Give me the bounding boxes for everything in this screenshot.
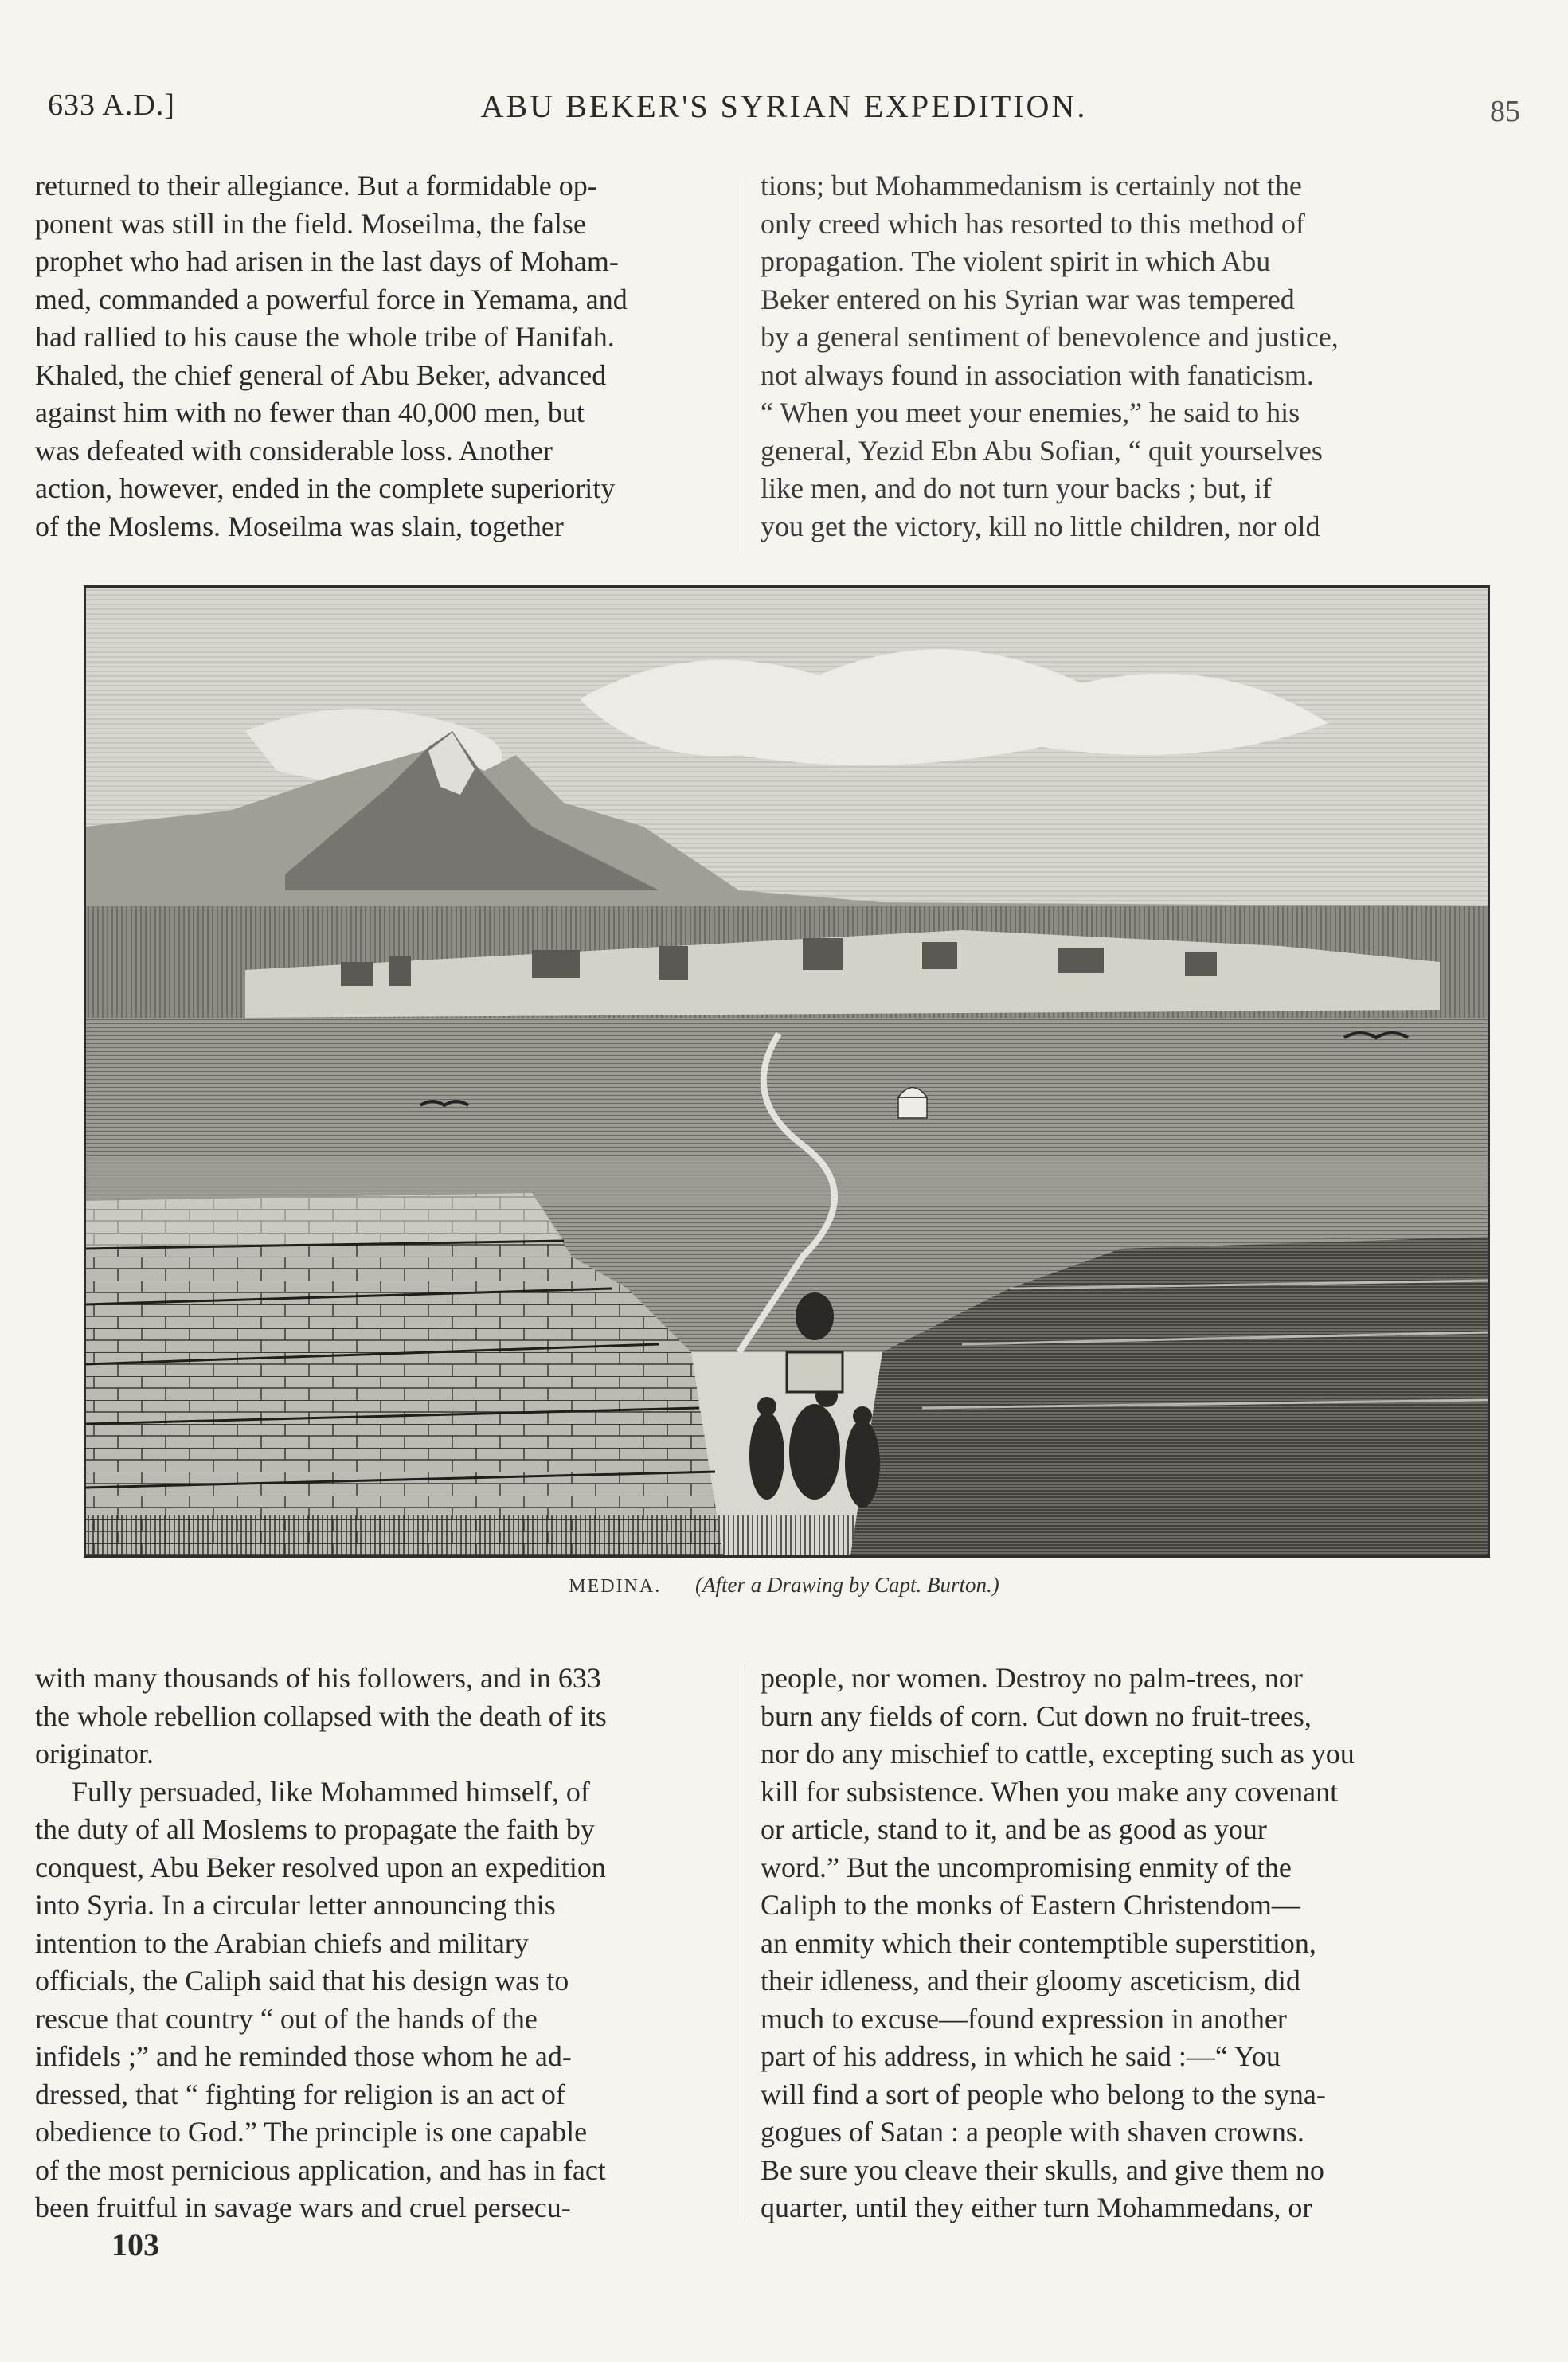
- text-line: conquest, Abu Beker resolved upon an expedition: [35, 1851, 606, 1883]
- text-line: people, nor women. Destroy no palm-trees, nor: [761, 1662, 1303, 1694]
- text-line: by a general sentiment of benevolence and justice,: [761, 321, 1339, 353]
- text-line: will find a sort of people who belong to the syna-: [761, 2078, 1326, 2110]
- text-line: was defeated with considerable loss. Another: [35, 434, 553, 467]
- text-line: not always found in association with fanaticism.: [761, 358, 1314, 391]
- text-line: dressed, that “ fighting for religion is an act of: [35, 2078, 565, 2110]
- text-line: their idleness, and their gloomy asceticism, did: [761, 1965, 1300, 1996]
- text-line: med, commanded a powerful force in Yemama, and: [35, 283, 628, 315]
- text-column-bottom-left: [35, 1660, 736, 2227]
- running-header: [48, 88, 1520, 135]
- text-line: Beker entered on his Syrian war was tempered: [761, 283, 1295, 315]
- text-line: rescue that country “ out of the hands of the: [35, 2002, 538, 2035]
- text-line: gogues of Satan : a people with shaven crowns.: [761, 2116, 1304, 2148]
- header-title: ABU BEKER'S SYRIAN EXPEDITION.: [480, 88, 1088, 124]
- text-line: obedience to God.” The principle is one capable: [35, 2116, 588, 2148]
- text-line: had rallied to his cause the whole tribe of Hanifah.: [35, 321, 615, 353]
- caption-title: MEDINA.: [569, 1576, 662, 1597]
- text-line: intention to the Arabian chiefs and military: [35, 1926, 529, 1959]
- text-line: kill for subsistence. When you make any covenant: [761, 1775, 1339, 1808]
- text-line: nor do any mischief to cattle, excepting such as you: [761, 1738, 1355, 1770]
- text-line: with many thousands of his followers, and in 633: [35, 1662, 601, 1694]
- text-column-top-right: [761, 167, 1447, 546]
- text-line: part of his address, in which he said :—“ You: [761, 2040, 1281, 2072]
- text-line: ponent was still in the field. Moseilma, the false: [35, 207, 586, 240]
- header-date: 633 A.D.]: [48, 88, 175, 122]
- text-line: of the Moslems. Moseilma was slain, together: [35, 510, 564, 542]
- text-line: Fully persuaded, like Mohammed himself, of: [72, 1775, 590, 1808]
- text-line: only creed which has resorted to this method of: [761, 207, 1305, 240]
- text-line: the whole rebellion collapsed with the death of its: [35, 1699, 607, 1732]
- text-line: “ When you meet your enemies,” he said to his: [761, 397, 1300, 428]
- text-line: officials, the Caliph said that his design was to: [35, 1965, 569, 1996]
- text-line: Caliph to the monks of Eastern Christendom—: [761, 1889, 1300, 1921]
- text-line: been fruitful in savage wars and cruel persecu-: [35, 2192, 571, 2223]
- text-line: into Syria. In a circular letter announcing this: [35, 1889, 556, 1921]
- text-column-top-left: [35, 167, 736, 546]
- text-line: like men, and do not turn your backs ; but, if: [761, 472, 1272, 504]
- text-line: quarter, until they either turn Mohammedans, or: [761, 2192, 1312, 2223]
- text-line: an enmity which their contemptible superstition,: [761, 1926, 1316, 1959]
- text-line: the duty of all Moslems to propagate the faith by: [35, 1813, 595, 1845]
- text-line: general, Yezid Ebn Abu Sofian, “ quit yourselves: [761, 434, 1323, 467]
- page-number: 85: [1490, 95, 1520, 128]
- text-line: tions; but Mohammedanism is certainly not the: [761, 170, 1302, 201]
- signature-mark: 103: [111, 2227, 159, 2262]
- text-line: of the most pernicious application, and has in fact: [35, 2153, 606, 2186]
- text-line: or article, stand to it, and be as good as your: [761, 1813, 1267, 1845]
- text-line: you get the victory, kill no little children, nor old: [761, 510, 1320, 542]
- text-column-bottom-right: [761, 1660, 1447, 2227]
- text-line: action, however, ended in the complete superiority: [35, 472, 616, 504]
- text-line: burn any fields of corn. Cut down no fruit-trees,: [761, 1699, 1312, 1732]
- text-line: returned to their allegiance. But a formidable op-: [35, 170, 597, 201]
- text-line: against him with no fewer than 40,000 men, but: [35, 397, 585, 428]
- caption-attribution: (After a Drawing by Capt. Burton.): [695, 1573, 999, 1597]
- text-line: Khaled, the chief general of Abu Beker, advanced: [35, 358, 607, 391]
- text-line: propagation. The violent spirit in which Abu: [761, 245, 1271, 277]
- text-line: prophet who had arisen in the last days of Moham-: [35, 245, 619, 277]
- engraving-medina: [84, 585, 1490, 1558]
- text-line: Be sure you cleave their skulls, and give them no: [761, 2153, 1324, 2186]
- text-line: originator.: [35, 1738, 154, 1770]
- text-line: infidels ;” and he reminded those whom he ad-: [35, 2040, 572, 2072]
- text-line: much to excuse—found expression in another: [761, 2002, 1287, 2035]
- text-line: word.” But the uncompromising enmity of the: [761, 1851, 1292, 1883]
- figure-caption: [0, 1573, 1568, 1597]
